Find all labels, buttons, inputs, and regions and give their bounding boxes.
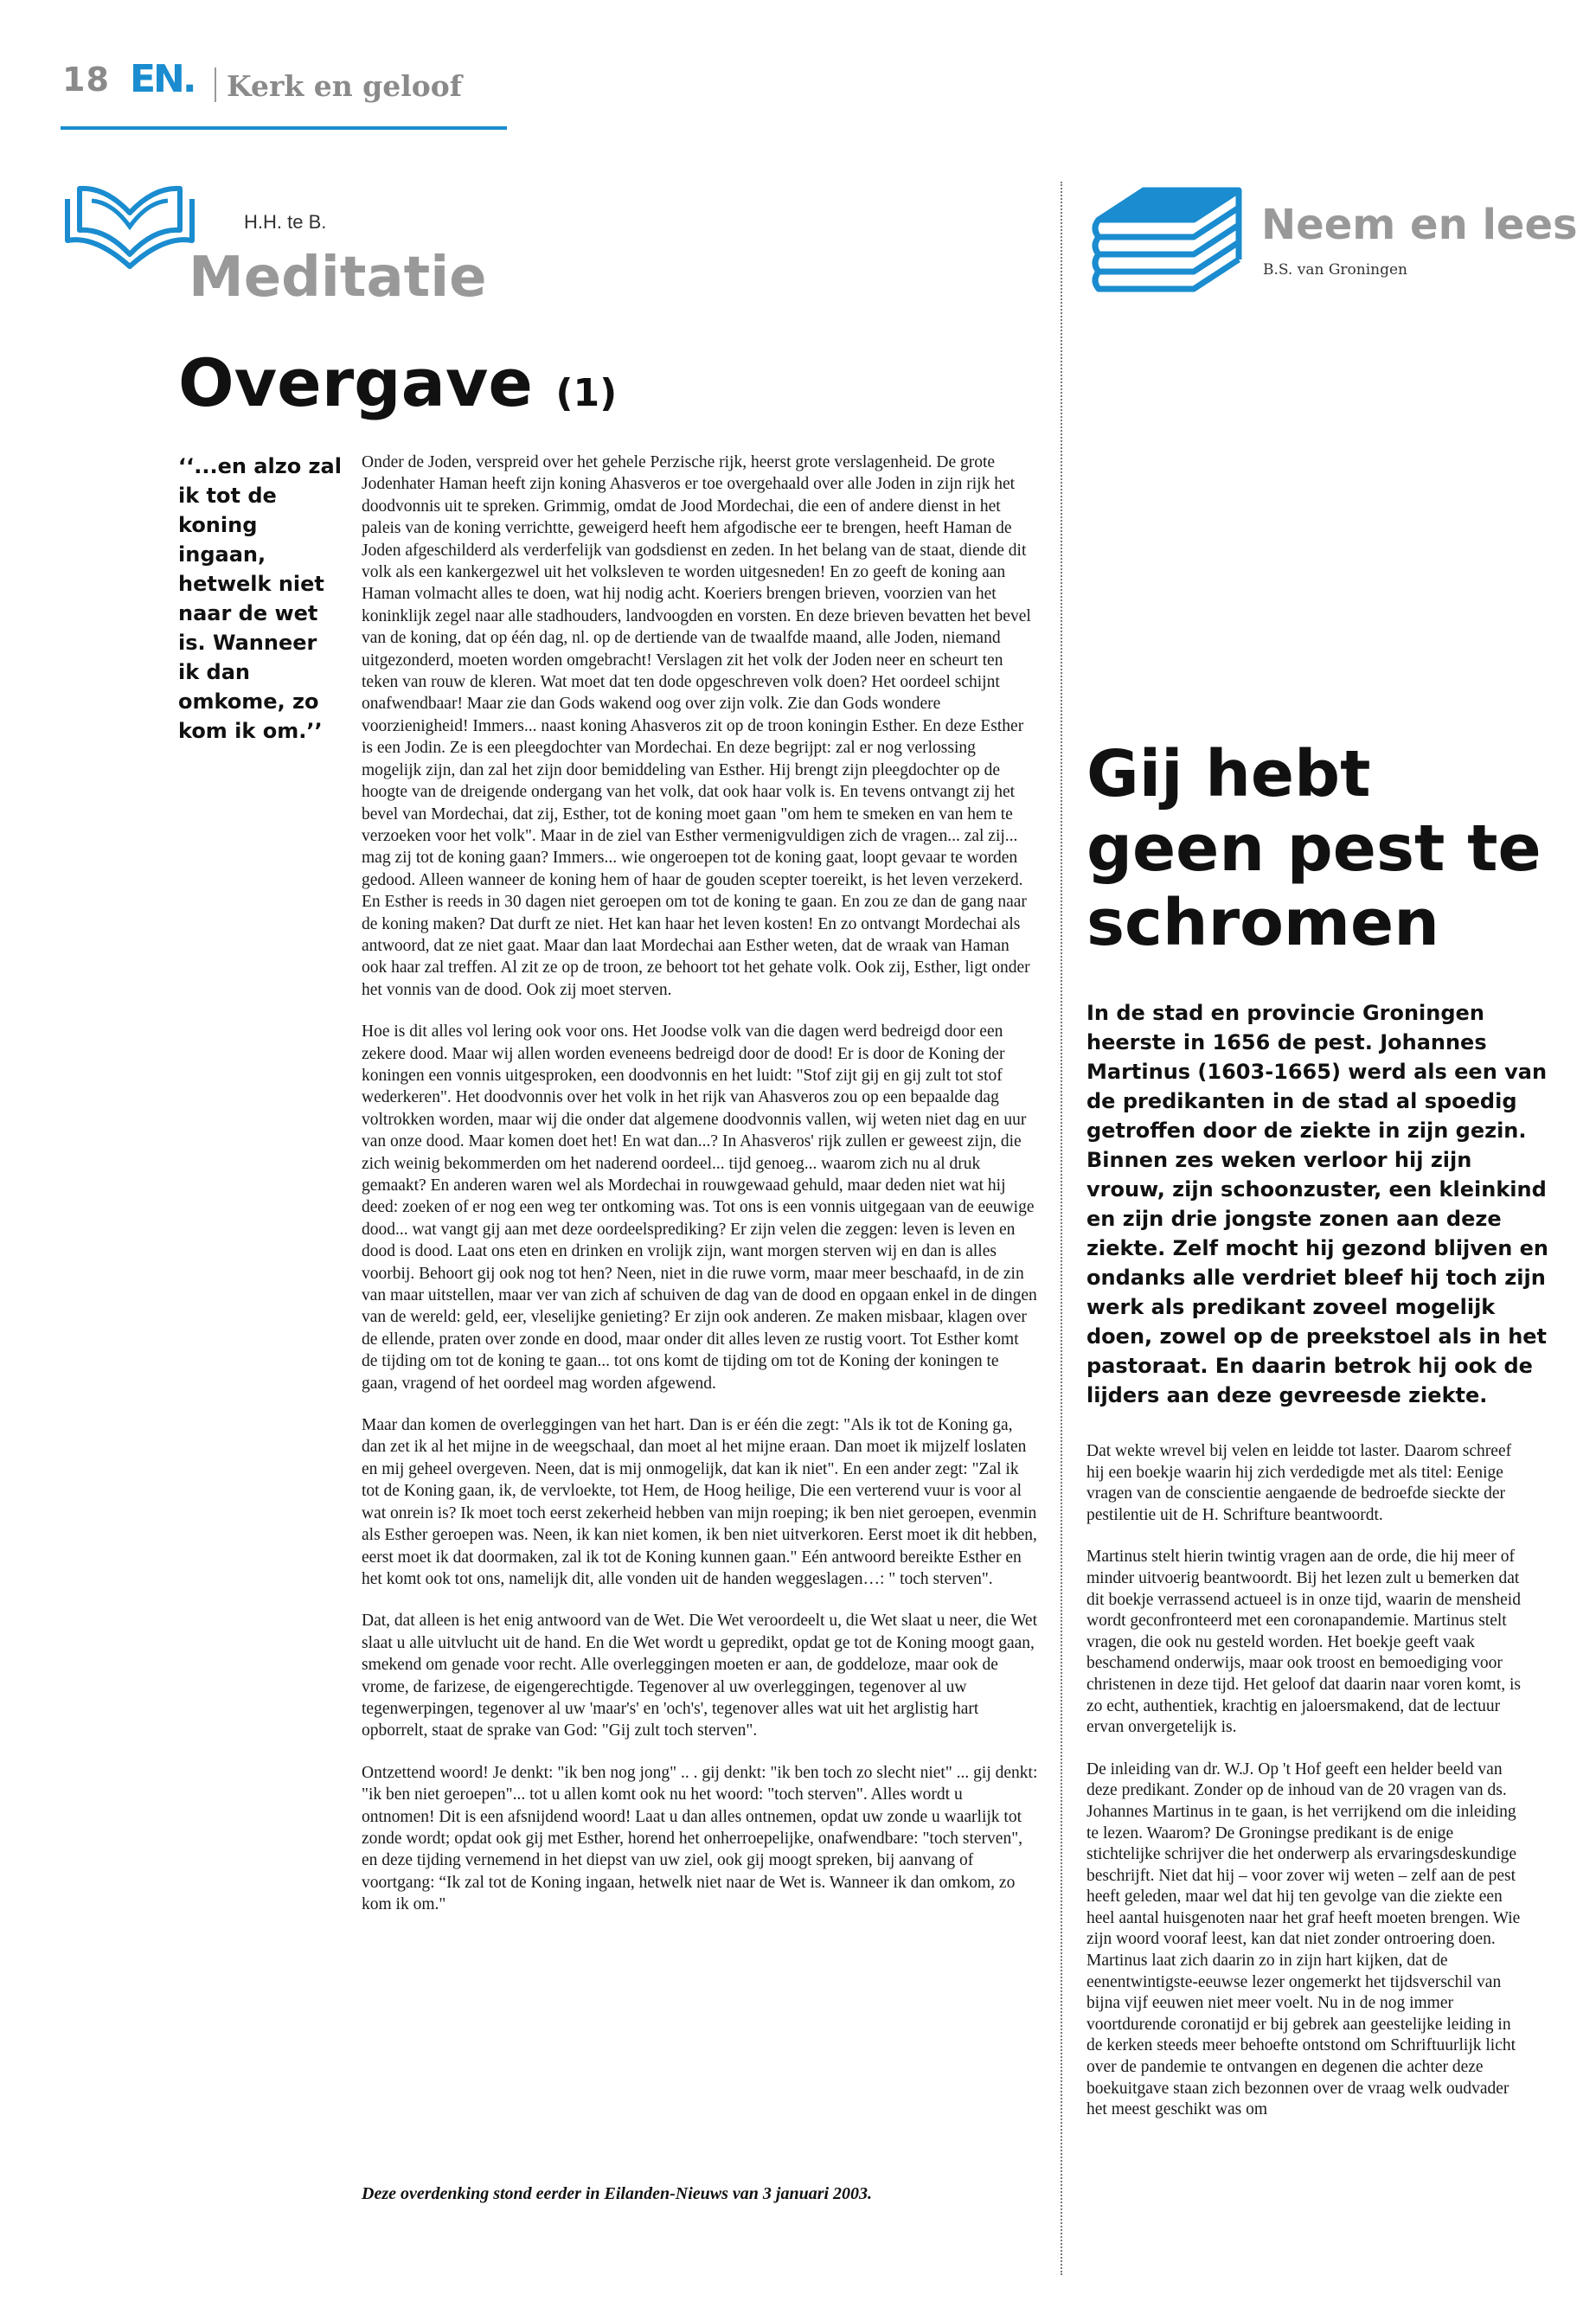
paragraph: Dat, dat alleen is het enig antwoord van de Wet. Die Wet veroordeelt u, die Wet slaat u neer, die Wet slaat u alle uitvlucht uit de hand. En die Wet wordt u gepredikt, opdat ge tot de Koning moogt gaan, smekend om genade voor recht. Alle overleggingen moeten er aan, de goddeloze, maar ook de vrome, de farizese, de eigengerechtigde. Tegenover al uw overleggingen, tegenover al uw tegenwerpingen, tegenover al uw 'maar's' en 'och's', tegenover alles wat uit het arglistig hart opborrelt, staat de sprake van God: "Gij zult toch sterven". <box>362 1612 1037 1740</box>
header-rule <box>61 126 507 130</box>
review-body <box>1086 1441 1528 2142</box>
paragraph: De inleiding van dr. W.J. Op 't Hof geeft een helder beeld van deze predikant. Zonder op de inhoud van de 20 vragen van ds. Johannes Martinus in te gaan, is het verrijkend om die inleiding te lezen. Waarom? De Groningse predikant is de enige stichtelijke schrijver die het onderwerp als ervaringsdeskundige beschrijft. Niet dat hij – voor zover wij weten – zelf aan de pest heeft geleden, maar wel dat hij ten gevolge van die ziekte een heel aantal huisgenoten naar het graf heeft moeten brengen. Wie zijn woord vooraf leest, kan dat niet zonder ontroering doen. Martinus laat zich daarin zo in zijn hart kijken, dat de eenentwintigste-eeuwse lezer ongemerkt het tijdsverschil van bijna vijf eeuwen niet meer voelt. Nu in de nog immer voortdurende coronatijd er bij gebrek aan geestelijke leiding in de kerken steeds meer behoefte ontstond om Schriftuurlijk licht over de pandemie te ontvangen en degenen die achter deze boekuitgave staan zich bezonnen over de vraag welk oudvader het meest geschikt was om <box>1086 1759 1521 2119</box>
paragraph: Hoe is dit alles vol lering ook voor ons. Het Joodse volk van die dagen werd bedreigd door een zekere dood. Maar wij allen worden eveneens bedreigd door de dood! Er is door de Koning der koningen een vonnis uitgesproken, een doodvonnis en het luidt: "Stof zijt gij en gij zult tot stof wederkeren". Het doodvonnis over het volk in het rijk van Ahasveros zou op een bepaalde dag voltrokken worden, maar wij die onder dat algemene doodvonnis vallen, wij weten niet dag en uur van onze dood. Maar komen doet het! En wat dan...? In Ahasveros' rijk zullen er geweest zijn, die zich weinig bekommerden om het naderend oordeel... tijd genoeg... waarom zich nu al druk gemaakt? En anderen waren wel als Mordechai in rouwgewaad gehuld, maar deden niet wat hij deed: zoeken of er nog een weg ter ontkoming was. Tot ons is een vonnis uitgegaan van de eeuwige dood... wat vangt gij aan met deze oordeelsprediking? Er zijn velen die zeggen: leven is leven en dood is dood. Laat ons eten en drinken en vrolijk zijn, want morgen sterven wij en dan is alles voorbij. Behoort gij ook nog tot hen? Neen, niet in die ruwe vorm, maar meer beschaafd, in de zin van maar uitstellen, maar ver van zich af schuiven de dag van de dood en opgaan enkel in de dingen van de wereld: geld, eer, vleselijke genieting? Er zijn ook anderen. Ze maken misbaar, klagen over de ellende, praten over zonde en dood, maar onder dit alles leven ze rustig voort. Tot Esther komt de tijding om tot de koning te gaan... tot ons komt de tijding om tot de Koning der koningen te gaan, vragend of het oordeel mag worden afgewend. <box>362 1022 1037 1393</box>
publication-logo: EN. <box>130 57 195 101</box>
paragraph: Onder de Joden, verspreid over het gehele Perzische rijk, heerst grote verslagenheid. De grote Jodenhater Haman heeft zijn koning Ahasveros er toe overgehaald over alle Joden in zijn rijk het doodvonnis uit te spreken. Grimmig, omdat de Jood Mordechai, die een of andere dienst in het paleis van de koning verrichtte, geweigerd heeft hem afgodische eer te brengen, heeft Haman de Joden afgeschilderd als verderfelijk van godsdienst en zeden. In het belang van de staat, diende dit volk als een kankergezwel uit het volksleven te worden uitgesneden! En zo geeft de koning aan Haman volmacht alles te doen, wat hij nodig acht. Koeriers brengen brieven, voorzien van het koninklijk zegel naar alle stadhouders, landvoogden en vorsten. En deze brieven bevatten het bevel van de koning, dat op één dag, nl. op de dertiende van de twaalfde maand, alle Joden, niemand uitgezonderd, moeten worden omgebracht! Verslagen zit het volk der Joden neer en scheurt ten teken van rouw de kleren. Wat moet dat ten dode opgeschreven volk doen? Het oordeel schijnt onafwendbaar! Maar zie dan Gods wakend oog over zijn volk. Zie dan Gods wondere voorzienigheid! Immers... naast koning Ahasveros zit op de troon koningin Esther. En deze Esther is een Jodin. Ze is een pleegdochter van Mordechai. En deze begrijpt: zal er nog verlossing mogelijk zijn, dan zal het zijn door bemiddeling van Esther. Hij brengt zijn pleegdochter op de hoogte van de dreigende ondergang van het volk, dat ook haar volk is. En tevens ontvangt zij het bevel van Mordechai, dat zij, Esther, tot de koning moet gaan "om hem te smeken en van hem te verzoeken voor het volk". Maar in de ziel van Esther vermenigvuldigen zich de vragen... zal zij... mag zij tot de koning gaan? Immers... wie ongeroepen tot de koning gaat, loopt gevaar te worden gedood. Alleen wanneer de koning hem of haar de gouden scepter toereikt, is het leven verzekerd. En Esther is reeds in 30 dagen niet geroepen om tot de koning te gaan. En zou ze dan de gang naar de koning maken? Dat durft ze niet. Het kan haar het leven kosten! En zo ontvangt Mordechai als antwoord, dat ze niet gaat. Maar dan laat Mordechai aan Esther weten, dat de wraak van Haman ook haar zal treffen. Al zit ze op de troon, ze behoort tot het gehate volk. Ook zij, Esther, ligt onder het vonnis van de dood. Ook zij moet sterven. <box>362 453 1031 999</box>
paragraph: Martinus stelt hierin twintig vragen aan de orde, die hij meer of minder uitvoerig beantwoordt. Bij het lezen zult u bemerken dat dit boekje verrassend actueel is in onze tijd, waarin de mensheid wordt geconfronteerd met een coronapandemie. Martinus stelt vragen, die ook nu gesteld worden. Het boekje geeft vaak beschamend onderwijs, maar ook troost en bemoediging voor christenen in deze tijd. Het geloof dat daarin naar voren komt, is zo echt, authentiek, krachtig en jaloersmakend, dat de lectuur ervan onvergetelijk is. <box>1086 1548 1521 1737</box>
column-divider <box>1061 182 1062 2275</box>
open-book-heart-icon <box>61 180 199 279</box>
paragraph: Maar dan komen de overleggingen van het hart. Dan is er één die zegt: "Als ik tot de Koning ga, dan zet ik al het mijne in de weegschaal, dan moet al het mijne eraan. Dan moet ik mijzelf loslaten en mij geheel overgeven. Neen, dat is mij onmogelijk, dat kan ik niet". En een ander zegt: "Zal ik tot de Koning gaan, ik, de vervloekte, tot Hem, de Hoog heilige, Die een verterend vuur is voor al wat onrein is? Ik moet toch eerst zekerheid hebben van mijn roeping; ik ben niet geroepen, evenmin als Esther geroepen was. Neen, ik kan niet komen, ik ben niet uitverkoren. Eerst moet ik dit hebben, eerst moet ik dat doormaken, zal ik tot de Koning kunnen gaan." Eén antwoord bereikte Esther en het komt ook tot ons, namelijk dit, alle vonden uit de handen weggeslagen…: " toch sterven". <box>362 1416 1037 1588</box>
author: B.S. van Groningen <box>1263 261 1408 279</box>
paragraph: Ontzettend woord! Je denkt: "ik ben nog jong" .. . gij denkt: "ik ben toch zo slecht niet" ... gij denkt: "ik ben niet geroepen"... tot u allen komt ook nu het woord: "toch sterven". Alles wordt u ontnomen! Dit is een afsnijdend woord! Laat u dan alles ontnemen, opdat uw zonde u waarlijk tot zonde wordt; opdat ook gij met Esther, horend het onherroepelijke, onafwendbare: "toch sterven", en deze tijding vernemend in het diepst van uw ziel, ook gij moogt spreken, bij aanvang of voortgang: “Ik zal tot de Koning ingaan, hetwelk niet naar de Wet is. Wanneer ik dan omkom, zo kom ik om." <box>362 1763 1038 1914</box>
article-body <box>362 452 1038 1936</box>
footnote: Deze overdenking stond eerder in Eilanden-Nieuws van 3 januari 2003. <box>362 2184 873 2203</box>
stacked-books-icon <box>1092 183 1247 300</box>
page-number: 18 <box>62 61 110 99</box>
title-text: Overgave <box>178 344 533 421</box>
article-title <box>178 344 617 421</box>
title-suffix: (1) <box>555 371 618 415</box>
pull-quote: ‘‘...en alzo zal ik tot de koning ingaan, hetwelk niet naar de wet is. Wanneer ik dan omkome, zo kom ik om.’’ <box>178 454 342 743</box>
rubric-label: Meditatie <box>189 246 487 310</box>
header-separator <box>215 67 216 102</box>
section-name: Kerk en geloof <box>227 69 462 103</box>
rubric-label: Neem en lees <box>1261 201 1578 249</box>
review-title: Gij hebt geen pest te schromen <box>1086 737 1542 960</box>
review-intro: In de stad en provincie Groningen heerste in 1656 de pest. Johannes Martinus (1603-1665) werd als een van de predikanten in de stad al spoedig getroffen door de ziekte in zijn gezin. Binnen zes weken verloor hij zijn vrouw, zijn schoonzuster, een kleinkind en zijn drie jongste zonen aan deze ziekte. Zelf mocht hij gezond blijven en ondanks alle verdriet bleef hij toch zijn werk als predikant zoveel mogelijk doen, zowel op de preekstoel als in het pastoraat. En daarin betrok hij ook de lijders aan deze gevreesde ziekte. <box>1086 1001 1549 1407</box>
paragraph: Dat wekte wrevel bij velen en leidde tot laster. Daarom schreef hij een boekje waarin hij zich verdedigde met als titel: Eenige vragen van de conscientie aengaende de bedroefde sieckte der pestilentie uit de H. Schrifture beantwoordt. <box>1086 1442 1512 1524</box>
author: H.H. te B. <box>244 211 327 233</box>
